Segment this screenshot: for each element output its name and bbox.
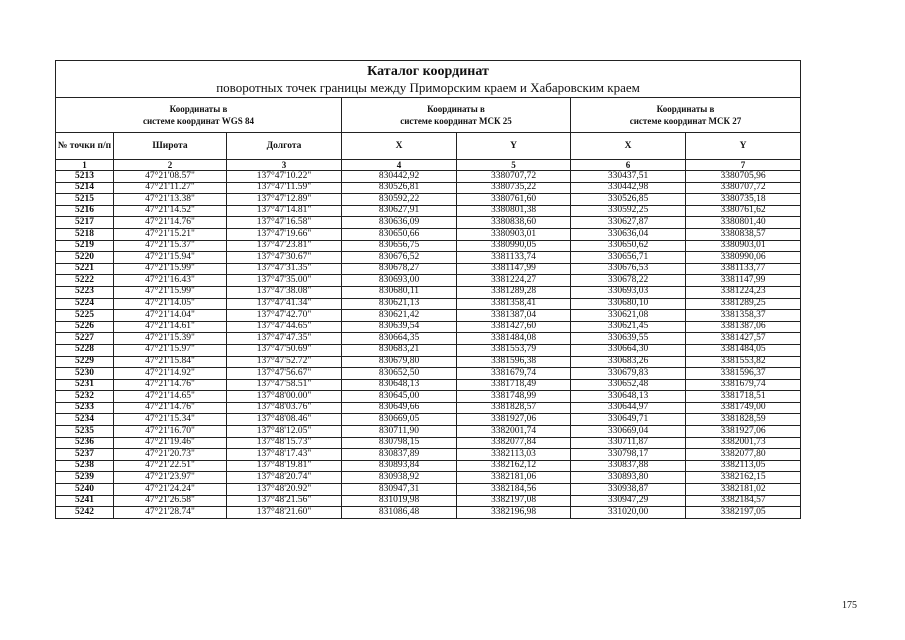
msk25-y-cell: 3380838,60	[457, 217, 571, 229]
latitude-cell: 47°21'16.70"	[114, 426, 227, 438]
msk27-x-cell: 330798,17	[571, 449, 686, 461]
table-row	[56, 344, 801, 356]
msk27-y-cell: 3380990,06	[686, 252, 801, 264]
table-row	[56, 437, 801, 449]
table-row	[56, 368, 801, 380]
latitude-cell: 47°21'14.76"	[114, 217, 227, 229]
msk25-y-cell: 3381133,74	[457, 252, 571, 264]
col-header-msk27-x: X	[571, 133, 686, 160]
msk27-x-cell: 330656,71	[571, 252, 686, 264]
longitude-cell: 137°48'00.00"	[227, 391, 342, 403]
table-row	[56, 507, 801, 519]
msk27-x-cell: 330650,62	[571, 240, 686, 252]
msk25-x-cell: 830442,92	[342, 171, 457, 183]
msk27-x-cell: 330644,97	[571, 402, 686, 414]
longitude-cell: 137°47'11.59"	[227, 182, 342, 194]
msk25-y-cell: 3381718,49	[457, 379, 571, 391]
msk27-y-cell: 3381358,37	[686, 310, 801, 322]
longitude-cell: 137°48'19.81"	[227, 460, 342, 472]
msk25-y-cell: 3382197,08	[457, 495, 571, 507]
msk25-y-cell: 3381387,04	[457, 310, 571, 322]
col-number: 1	[56, 160, 114, 171]
msk27-x-cell: 330837,88	[571, 460, 686, 472]
table-row	[56, 217, 801, 229]
msk25-x-cell: 830798,15	[342, 437, 457, 449]
msk27-y-cell: 3381224,23	[686, 286, 801, 298]
latitude-cell: 47°21'22.51"	[114, 460, 227, 472]
point-number-cell: 5214	[56, 182, 114, 194]
msk27-y-cell: 3382184,57	[686, 495, 801, 507]
msk27-y-cell: 3381133,77	[686, 263, 801, 275]
longitude-cell: 137°47'16.58"	[227, 217, 342, 229]
msk25-x-cell: 830683,21	[342, 344, 457, 356]
table-row	[56, 460, 801, 472]
point-number-cell: 5231	[56, 379, 114, 391]
msk27-x-cell: 330526,85	[571, 194, 686, 206]
msk27-x-cell: 330683,26	[571, 356, 686, 368]
msk25-x-cell: 830664,35	[342, 333, 457, 345]
point-number-cell: 5222	[56, 275, 114, 287]
longitude-cell: 137°47'35.00"	[227, 275, 342, 287]
longitude-cell: 137°48'08.46"	[227, 414, 342, 426]
point-number-cell: 5232	[56, 391, 114, 403]
msk27-x-cell: 330664,30	[571, 344, 686, 356]
latitude-cell: 47°21'15.84"	[114, 356, 227, 368]
msk25-x-cell: 830680,11	[342, 286, 457, 298]
col-header-longitude: Долгота	[227, 133, 342, 160]
msk27-y-cell: 3382001,73	[686, 437, 801, 449]
latitude-cell: 47°21'15.34"	[114, 414, 227, 426]
latitude-cell: 47°21'14.52"	[114, 205, 227, 217]
msk25-y-cell: 3381484,08	[457, 333, 571, 345]
msk27-y-cell: 3381289,25	[686, 298, 801, 310]
catalog-subtitle: поворотных точек границы между Приморским краем и Хабаровским краем	[216, 79, 640, 95]
msk27-x-cell: 330592,25	[571, 205, 686, 217]
msk27-y-cell: 3380838,57	[686, 228, 801, 240]
table-row	[56, 333, 801, 345]
point-number-cell: 5233	[56, 402, 114, 414]
msk25-y-cell: 3380761,60	[457, 194, 571, 206]
msk25-y-cell: 3382196,98	[457, 507, 571, 519]
msk25-y-cell: 3381927,06	[457, 414, 571, 426]
coordinates-catalog-table	[55, 60, 801, 519]
longitude-cell: 137°47'12.89"	[227, 194, 342, 206]
msk27-x-cell: 330649,71	[571, 414, 686, 426]
longitude-cell: 137°47'47.35"	[227, 333, 342, 345]
msk27-x-cell: 330621,45	[571, 321, 686, 333]
col-header-point: № точки п/п	[56, 133, 114, 160]
longitude-cell: 137°47'19.66"	[227, 228, 342, 240]
table-row	[56, 321, 801, 333]
latitude-cell: 47°21'14.65"	[114, 391, 227, 403]
msk25-y-cell: 3382162,12	[457, 460, 571, 472]
msk25-y-cell: 3381358,41	[457, 298, 571, 310]
table-row	[56, 495, 801, 507]
msk27-x-cell: 330648,13	[571, 391, 686, 403]
msk27-x-cell: 330621,08	[571, 310, 686, 322]
msk25-x-cell: 830621,42	[342, 310, 457, 322]
latitude-cell: 47°21'16.43"	[114, 275, 227, 287]
msk27-x-cell: 330676,53	[571, 263, 686, 275]
msk25-x-cell: 830837,89	[342, 449, 457, 461]
msk27-x-cell: 330636,04	[571, 228, 686, 240]
msk27-x-cell: 331020,00	[571, 507, 686, 519]
latitude-cell: 47°21'08.57"	[114, 171, 227, 183]
msk25-x-cell: 830592,22	[342, 194, 457, 206]
col-header-msk25-x: X	[342, 133, 457, 160]
latitude-cell: 47°21'19.46"	[114, 437, 227, 449]
msk25-y-cell: 3381289,28	[457, 286, 571, 298]
msk27-x-cell: 330639,55	[571, 333, 686, 345]
msk25-y-cell: 3380735,22	[457, 182, 571, 194]
msk27-y-cell: 3381484,05	[686, 344, 801, 356]
latitude-cell: 47°21'14.92"	[114, 368, 227, 380]
table-row	[56, 472, 801, 484]
msk27-y-cell: 3382162,15	[686, 472, 801, 484]
msk25-x-cell: 830938,92	[342, 472, 457, 484]
col-number: 3	[227, 160, 342, 171]
msk25-x-cell: 830669,05	[342, 414, 457, 426]
msk27-x-cell: 330442,98	[571, 182, 686, 194]
msk27-y-cell: 3380705,96	[686, 171, 801, 183]
msk25-x-cell: 830645,00	[342, 391, 457, 403]
longitude-cell: 137°47'41.34"	[227, 298, 342, 310]
point-number-cell: 5230	[56, 368, 114, 380]
msk25-x-cell: 830893,84	[342, 460, 457, 472]
msk27-x-cell: 330437,51	[571, 171, 686, 183]
msk27-y-cell: 3381927,06	[686, 426, 801, 438]
point-number-cell: 5213	[56, 171, 114, 183]
point-number-cell: 5218	[56, 228, 114, 240]
msk27-y-cell: 3381387,06	[686, 321, 801, 333]
msk25-x-cell: 830676,52	[342, 252, 457, 264]
latitude-cell: 47°21'14.61"	[114, 321, 227, 333]
point-number-cell: 5240	[56, 484, 114, 496]
col-number: 5	[457, 160, 571, 171]
msk25-y-cell: 3380903,01	[457, 228, 571, 240]
msk25-y-cell: 3382184,56	[457, 484, 571, 496]
point-number-cell: 5241	[56, 495, 114, 507]
msk27-y-cell: 3381749,00	[686, 402, 801, 414]
msk25-y-cell: 3381224,27	[457, 275, 571, 287]
longitude-cell: 137°47'14.81"	[227, 205, 342, 217]
table-row	[56, 379, 801, 391]
msk25-y-cell: 3381147,99	[457, 263, 571, 275]
latitude-cell: 47°21'26.58"	[114, 495, 227, 507]
table-row	[56, 240, 801, 252]
table-row	[56, 310, 801, 322]
longitude-cell: 137°48'20.74"	[227, 472, 342, 484]
latitude-cell: 47°21'15.99"	[114, 263, 227, 275]
col-number: 7	[686, 160, 801, 171]
latitude-cell: 47°21'24.24"	[114, 484, 227, 496]
msk27-x-cell: 330893,80	[571, 472, 686, 484]
point-number-cell: 5225	[56, 310, 114, 322]
col-number: 4	[342, 160, 457, 171]
msk25-x-cell: 830693,00	[342, 275, 457, 287]
msk25-x-cell: 830678,27	[342, 263, 457, 275]
table-row	[56, 449, 801, 461]
col-header-latitude: Широта	[114, 133, 227, 160]
group-msk25-header: Координаты в системе координат МСК 25	[342, 98, 571, 133]
latitude-cell: 47°21'13.38"	[114, 194, 227, 206]
longitude-cell: 137°47'42.70"	[227, 310, 342, 322]
table-row	[56, 194, 801, 206]
table-row	[56, 205, 801, 217]
table-row	[56, 171, 801, 183]
point-number-cell: 5216	[56, 205, 114, 217]
table-row	[56, 391, 801, 403]
longitude-cell: 137°47'44.65"	[227, 321, 342, 333]
table-title-cell	[56, 61, 801, 98]
point-number-cell: 5235	[56, 426, 114, 438]
latitude-cell: 47°21'15.39"	[114, 333, 227, 345]
latitude-cell: 47°21'15.37"	[114, 240, 227, 252]
table-row	[56, 228, 801, 240]
msk27-y-cell: 3381718,51	[686, 391, 801, 403]
latitude-cell: 47°21'28.74"	[114, 507, 227, 519]
latitude-cell: 47°21'20.73"	[114, 449, 227, 461]
table-row	[56, 356, 801, 368]
latitude-cell: 47°21'15.21"	[114, 228, 227, 240]
longitude-cell: 137°47'58.51"	[227, 379, 342, 391]
msk25-x-cell: 830652,50	[342, 368, 457, 380]
latitude-cell: 47°21'15.94"	[114, 252, 227, 264]
msk27-x-cell: 330711,87	[571, 437, 686, 449]
msk25-y-cell: 3381596,38	[457, 356, 571, 368]
msk27-x-cell: 330947,29	[571, 495, 686, 507]
latitude-cell: 47°21'14.76"	[114, 402, 227, 414]
latitude-cell: 47°21'11.27"	[114, 182, 227, 194]
table-row	[56, 484, 801, 496]
point-number-cell: 5239	[56, 472, 114, 484]
msk25-y-cell: 3382181,06	[457, 472, 571, 484]
latitude-cell: 47°21'14.76"	[114, 379, 227, 391]
msk25-y-cell: 3382113,03	[457, 449, 571, 461]
msk25-x-cell: 830627,91	[342, 205, 457, 217]
table-row	[56, 402, 801, 414]
longitude-cell: 137°47'30.67"	[227, 252, 342, 264]
latitude-cell: 47°21'14.04"	[114, 310, 227, 322]
page-number: 175	[842, 600, 857, 611]
msk25-x-cell: 830679,80	[342, 356, 457, 368]
table-row	[56, 252, 801, 264]
msk27-y-cell: 3382113,05	[686, 460, 801, 472]
msk27-x-cell: 330680,10	[571, 298, 686, 310]
msk25-y-cell: 3381427,60	[457, 321, 571, 333]
group-msk27-header: Координаты в системе координат МСК 27	[571, 98, 801, 133]
longitude-cell: 137°47'31.35"	[227, 263, 342, 275]
msk27-x-cell: 330679,83	[571, 368, 686, 380]
point-number-cell: 5223	[56, 286, 114, 298]
table-row	[56, 414, 801, 426]
point-number-cell: 5227	[56, 333, 114, 345]
point-number-cell: 5234	[56, 414, 114, 426]
msk27-x-cell: 330678,22	[571, 275, 686, 287]
msk25-x-cell: 830621,13	[342, 298, 457, 310]
latitude-cell: 47°21'15.97"	[114, 344, 227, 356]
longitude-cell: 137°47'56.67"	[227, 368, 342, 380]
msk25-x-cell: 830650,66	[342, 228, 457, 240]
msk27-x-cell: 330693,03	[571, 286, 686, 298]
msk27-y-cell: 3380801,40	[686, 217, 801, 229]
point-number-cell: 5224	[56, 298, 114, 310]
msk27-x-cell: 330652,48	[571, 379, 686, 391]
msk27-y-cell: 3380903,01	[686, 240, 801, 252]
msk27-x-cell: 330669,04	[571, 426, 686, 438]
group-wgs84-header: Координаты в системе координат WGS 84	[56, 98, 342, 133]
msk25-y-cell: 3381553,79	[457, 344, 571, 356]
point-number-cell: 5237	[56, 449, 114, 461]
msk27-y-cell: 3382197,05	[686, 507, 801, 519]
col-number: 6	[571, 160, 686, 171]
table-row	[56, 298, 801, 310]
table-row	[56, 426, 801, 438]
longitude-cell: 137°47'23.81"	[227, 240, 342, 252]
msk25-x-cell: 830648,13	[342, 379, 457, 391]
msk27-y-cell: 3381679,74	[686, 379, 801, 391]
table-body	[56, 171, 801, 519]
point-number-cell: 5238	[56, 460, 114, 472]
msk25-y-cell: 3380707,72	[457, 171, 571, 183]
msk27-y-cell: 3381828,59	[686, 414, 801, 426]
msk25-y-cell: 3381679,74	[457, 368, 571, 380]
latitude-cell: 47°21'14.05"	[114, 298, 227, 310]
longitude-cell: 137°48'15.73"	[227, 437, 342, 449]
msk27-x-cell: 330938,87	[571, 484, 686, 496]
table-row	[56, 182, 801, 194]
msk25-y-cell: 3382001,74	[457, 426, 571, 438]
col-header-msk27-y: Y	[686, 133, 801, 160]
table-row	[56, 286, 801, 298]
point-number-cell: 5215	[56, 194, 114, 206]
msk27-y-cell: 3382181,02	[686, 484, 801, 496]
point-number-cell: 5221	[56, 263, 114, 275]
msk25-y-cell: 3382077,84	[457, 437, 571, 449]
msk25-x-cell: 830636,09	[342, 217, 457, 229]
point-number-cell: 5219	[56, 240, 114, 252]
latitude-cell: 47°21'23.97"	[114, 472, 227, 484]
longitude-cell: 137°48'12.05"	[227, 426, 342, 438]
longitude-cell: 137°47'10.22"	[227, 171, 342, 183]
longitude-cell: 137°48'21.56"	[227, 495, 342, 507]
msk25-x-cell: 830526,81	[342, 182, 457, 194]
msk27-y-cell: 3380735,18	[686, 194, 801, 206]
point-number-cell: 5229	[56, 356, 114, 368]
catalog-title: Каталог координат	[367, 63, 489, 79]
msk25-y-cell: 3381828,57	[457, 402, 571, 414]
longitude-cell: 137°47'50.69"	[227, 344, 342, 356]
msk25-x-cell: 831086,48	[342, 507, 457, 519]
point-number-cell: 5236	[56, 437, 114, 449]
msk27-y-cell: 3381553,82	[686, 356, 801, 368]
msk27-y-cell: 3380707,72	[686, 182, 801, 194]
col-header-msk25-y: Y	[457, 133, 571, 160]
msk25-x-cell: 830656,75	[342, 240, 457, 252]
msk25-x-cell: 830711,90	[342, 426, 457, 438]
msk25-y-cell: 3380990,05	[457, 240, 571, 252]
point-number-cell: 5228	[56, 344, 114, 356]
point-number-cell: 5220	[56, 252, 114, 264]
msk27-y-cell: 3381147,99	[686, 275, 801, 287]
longitude-cell: 137°47'38.08"	[227, 286, 342, 298]
msk25-x-cell: 831019,98	[342, 495, 457, 507]
longitude-cell: 137°48'20.92"	[227, 484, 342, 496]
longitude-cell: 137°48'03.76"	[227, 402, 342, 414]
msk27-y-cell: 3380761,62	[686, 205, 801, 217]
longitude-cell: 137°47'52.72"	[227, 356, 342, 368]
msk27-y-cell: 3381596,37	[686, 368, 801, 380]
point-number-cell: 5226	[56, 321, 114, 333]
table-row	[56, 263, 801, 275]
msk25-x-cell: 830649,66	[342, 402, 457, 414]
msk27-y-cell: 3381427,57	[686, 333, 801, 345]
point-number-cell: 5217	[56, 217, 114, 229]
msk25-x-cell: 830639,54	[342, 321, 457, 333]
longitude-cell: 137°48'21.60"	[227, 507, 342, 519]
msk27-y-cell: 3382077,80	[686, 449, 801, 461]
msk25-y-cell: 3380801,38	[457, 205, 571, 217]
col-number: 2	[114, 160, 227, 171]
msk25-y-cell: 3381748,99	[457, 391, 571, 403]
latitude-cell: 47°21'15.99"	[114, 286, 227, 298]
table-row	[56, 275, 801, 287]
longitude-cell: 137°48'17.43"	[227, 449, 342, 461]
msk25-x-cell: 830947,31	[342, 484, 457, 496]
point-number-cell: 5242	[56, 507, 114, 519]
msk27-x-cell: 330627,87	[571, 217, 686, 229]
